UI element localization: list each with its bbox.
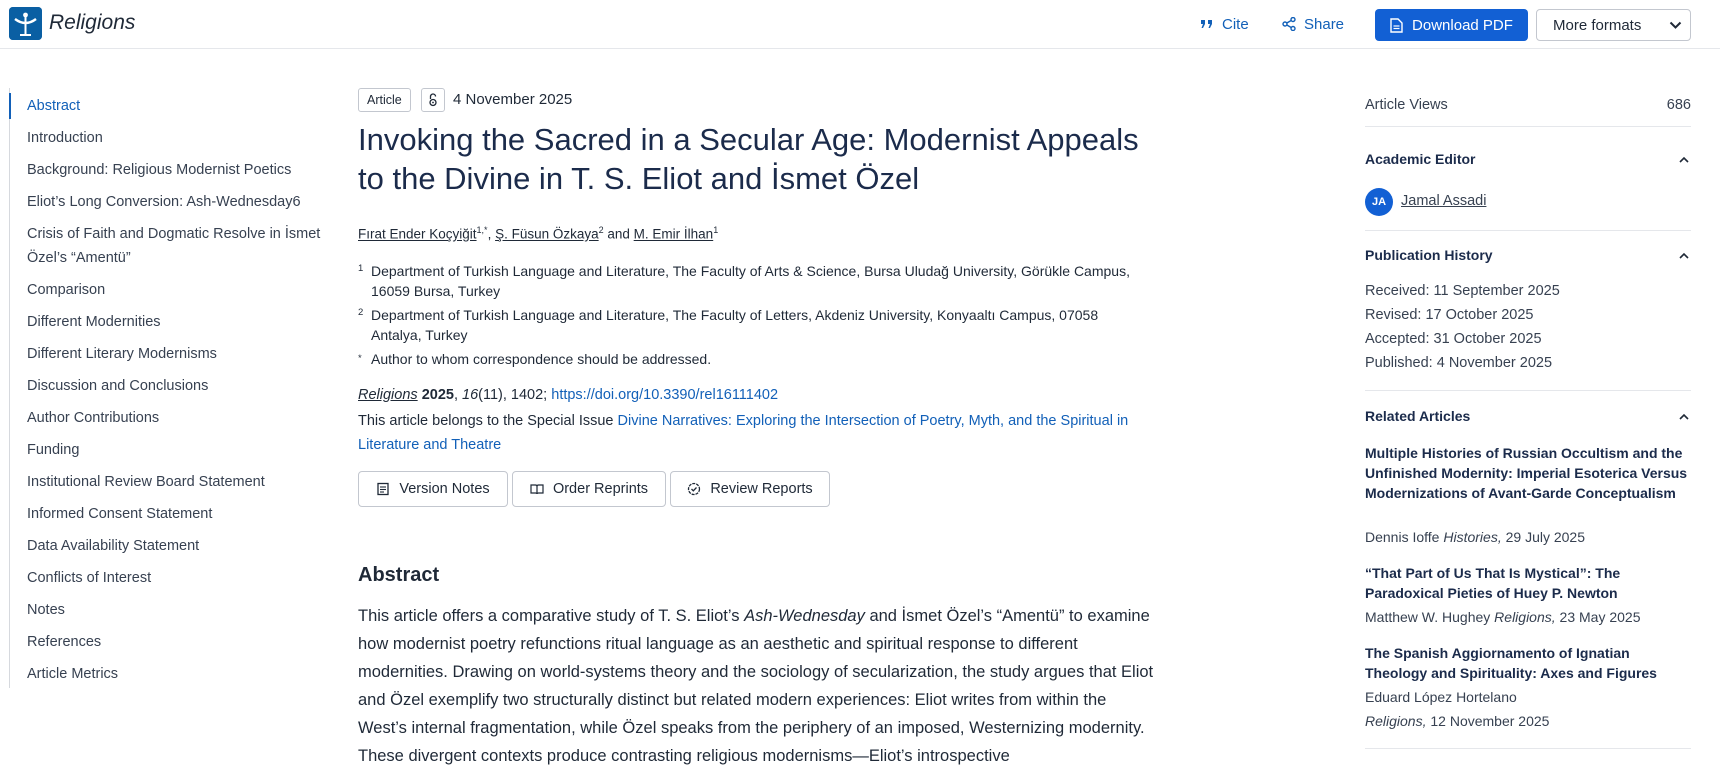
citation-year: 2025 (421, 387, 454, 403)
related-article-meta (1365, 525, 1691, 549)
download-pdf-button[interactable] (1375, 9, 1528, 41)
divider (1365, 390, 1691, 391)
article-views-count: 686 (1666, 97, 1691, 113)
related-article-journal: Religions, (1365, 713, 1427, 729)
download-pdf-label: Download PDF (1412, 16, 1513, 34)
share-icon (1282, 17, 1296, 31)
citation-volume: 16 (462, 387, 479, 403)
related-article-journal: Histories, (1443, 529, 1502, 545)
divider (1365, 748, 1691, 749)
toc-item-literary-modernisms[interactable]: Different Literary Modernisms (27, 346, 217, 362)
toc-item-funding[interactable]: Funding (27, 442, 80, 458)
affiliation-2 (358, 305, 1148, 345)
author-affiliation-sup: 2 (598, 225, 604, 235)
related-articles-heading[interactable]: Related Articles (1365, 408, 1471, 424)
abstract-part-1: This article offers a comparative study of T. S. Eliot’s (358, 607, 745, 625)
book-icon (530, 482, 544, 496)
toc-item-irb-statement[interactable]: Institutional Review Board Statement (27, 474, 265, 490)
quote-icon (1200, 17, 1214, 31)
toc-item-article-metrics[interactable]: Article Metrics (27, 666, 119, 682)
toc-item-different-modernities[interactable]: Different Modernities (27, 314, 161, 330)
share-button[interactable] (1282, 14, 1344, 34)
table-of-contents (9, 88, 329, 688)
article-title: Invoking the Sacred in a Secular Age: Modernist Appeals to the Divine in T. S. Eliot and İsmet Özel (358, 122, 1139, 196)
toc-item-comparison[interactable]: Comparison (27, 282, 106, 298)
history-revised: Revised: 17 October 2025 (1365, 307, 1534, 323)
chevron-down-icon (1669, 21, 1682, 30)
open-access-badge[interactable] (421, 88, 445, 112)
correspondence-note (358, 349, 1148, 369)
related-article-meta (1365, 605, 1691, 629)
order-reprints-label: Order Reprints (552, 481, 649, 497)
article-views-label: Article Views (1365, 97, 1448, 113)
related-article-date: 23 May 2025 (1559, 609, 1641, 625)
author-link[interactable]: Fırat Ender Koçyiğit (358, 226, 477, 242)
related-article-meta (1365, 685, 1691, 733)
review-reports-label: Review Reports (710, 481, 813, 497)
order-reprints-button[interactable] (512, 471, 666, 507)
toc-item-discussion[interactable]: Discussion and Conclusions (27, 378, 209, 394)
toc-item-author-contributions[interactable]: Author Contributions (27, 410, 160, 426)
toc-item-data-availability[interactable]: Data Availability Statement (27, 538, 200, 554)
divider (1365, 230, 1691, 231)
author-affiliation-sup: 1 (713, 225, 719, 235)
toc-active-indicator (9, 93, 11, 119)
affiliation-text: Department of Turkish Language and Literature, The Faculty of Arts & Science, Bursa Uludağ University, Görükle Campus, 16059 Bursa, Turkey (371, 263, 1130, 299)
citation-issue-pages: (11), 1402; (478, 387, 552, 403)
toc-item-conflicts[interactable]: Conflicts of Interest (27, 570, 152, 586)
review-reports-button[interactable] (670, 471, 830, 507)
history-published: Published: 4 November 2025 (1365, 355, 1553, 371)
related-article-author: Matthew W. Hughey (1365, 609, 1491, 625)
toc-item-notes[interactable]: Notes (27, 602, 65, 618)
author-list (358, 225, 718, 242)
more-formats-label: More formats (1553, 16, 1642, 34)
special-issue-link[interactable]: Divine Narratives: Exploring the Intersection of Poetry, Myth, and the Spiritual in Literature and Theatre (358, 413, 1129, 453)
related-article-title[interactable]: Multiple Histories of Russian Occultism and the Unfinished Modernity: Imperial Esoterica Versus Modernizations of Avant-Garde Conceptualism (1365, 445, 1688, 501)
toc-item-eliot-conversion[interactable]: Eliot’s Long Conversion: Ash-Wednesday6 (27, 194, 301, 210)
avatar: JA (1365, 188, 1393, 216)
author-link[interactable]: Ş. Füsun Özkaya (495, 226, 599, 242)
related-article-title[interactable]: The Spanish Aggiornamento of Ignatian Theology and Spirituality: Axes and Figures (1365, 645, 1657, 681)
top-header (0, 0, 1720, 49)
affiliation-number: 2 (358, 307, 364, 318)
history-accepted: Accepted: 31 October 2025 (1365, 331, 1542, 347)
chalice-logo-icon (9, 7, 42, 40)
affiliation-text: Author to whom correspondence should be addressed. (371, 351, 712, 367)
toc-item-introduction[interactable]: Introduction (27, 130, 103, 146)
related-article-title[interactable]: “That Part of Us That Is Mystical”: The Paradoxical Pieties of Huey P. Newton (1365, 565, 1621, 601)
cite-label: Cite (1222, 15, 1249, 33)
citation-line: Religions 2025, 16(11), 1402; https://doi.org/10.3390/rel16111402 (358, 387, 779, 403)
academic-editor-heading[interactable]: Academic Editor (1365, 151, 1476, 167)
special-issue-prefix: This article belongs to the Special Issue (358, 413, 618, 429)
academic-editor-link[interactable]: Jamal Assadi (1401, 193, 1487, 209)
notes-icon (376, 482, 390, 496)
affiliation-number: * (358, 353, 362, 364)
doi-link[interactable]: https://doi.org/10.3390/rel16111402 (551, 387, 779, 403)
author-separator: , (487, 226, 496, 242)
abstract-part-2: and İsmet Özel’s “Amentü” to examine how modernist poetry refunctions ritual language as an aesthetic and spiritual response to different modernities. Drawing on world-systems theory and the sociology of secularization, the study argues that Eliot and Özel exemplify two structurally distinct but related modern experiences: Eliot writes from within the West’s internal fragmentation, while Özel speaks from the periphery of an imposed, Westernizing modernity. These divergent contexts produce contrasting religious modernisms—Eliot’s introspective (358, 607, 1154, 765)
affiliation-text: Department of Turkish Language and Literature, The Faculty of Letters, Akdeniz University, Konyaaltı Campus, 07058 Antalya, Turkey (371, 307, 1099, 343)
author-link[interactable]: M. Emir İlhan (633, 226, 714, 242)
publication-date: 4 November 2025 (453, 91, 573, 108)
journal-logo[interactable] (9, 7, 42, 40)
chevron-up-icon[interactable] (1679, 156, 1689, 163)
toc-item-informed-consent[interactable]: Informed Consent Statement (27, 506, 213, 522)
chevron-up-icon[interactable] (1679, 413, 1689, 420)
article-type-badge: Article (358, 88, 411, 112)
pdf-file-icon (1390, 18, 1403, 33)
journal-link[interactable]: Religions (358, 387, 418, 403)
share-label: Share (1304, 15, 1345, 33)
open-access-lock-icon (428, 93, 438, 107)
version-notes-label: Version Notes (399, 481, 490, 497)
divider (1365, 126, 1691, 127)
related-article-journal: Religions, (1494, 609, 1556, 625)
author-affiliation-sup: 1,* (476, 225, 488, 235)
toc-item-crisis-of-faith[interactable]: Crisis of Faith and Dogmatic Resolve in İsmet Özel’s “Amentü” (27, 226, 321, 266)
publication-history-heading[interactable]: Publication History (1365, 247, 1493, 263)
verified-badge-icon (687, 482, 701, 496)
toc-item-background[interactable]: Background: Religious Modernist Poetics (27, 162, 292, 178)
related-article-author: Dennis Ioffe (1365, 529, 1440, 545)
affiliation-1 (358, 261, 1148, 301)
related-article-date: 12 November 2025 (1430, 713, 1550, 729)
special-issue-note (358, 409, 1158, 457)
related-article-author: Eduard López Hortelano (1365, 689, 1517, 705)
related-article-date: 29 July 2025 (1505, 529, 1586, 545)
toc-item-abstract[interactable]: Abstract (27, 98, 81, 114)
cite-button[interactable] (1200, 14, 1249, 34)
chevron-up-icon[interactable] (1679, 252, 1689, 259)
journal-name[interactable]: Religions (49, 11, 136, 34)
abstract-heading: Abstract (358, 564, 440, 586)
history-received: Received: 11 September 2025 (1365, 283, 1560, 299)
abstract-italic-title: Ash-Wednesday (744, 607, 865, 625)
author-separator: and (603, 226, 634, 242)
toc-item-references[interactable]: References (27, 634, 102, 650)
version-notes-button[interactable] (358, 471, 508, 507)
affiliation-number: 1 (358, 263, 364, 274)
more-formats-dropdown[interactable] (1536, 9, 1691, 41)
abstract-text (358, 602, 1158, 770)
